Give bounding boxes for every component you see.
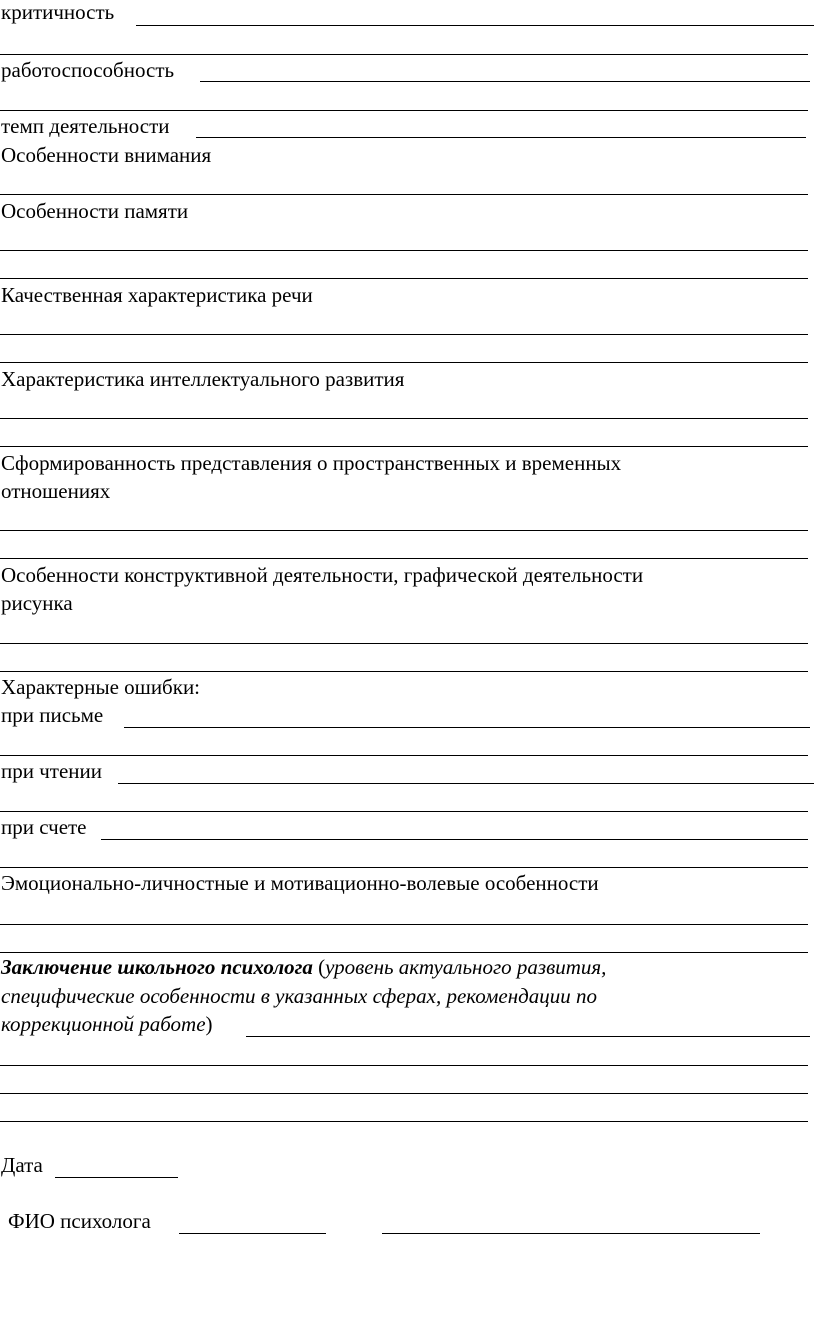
psychologist-label: ФИО психолога xyxy=(8,1209,151,1233)
answer-line[interactable] xyxy=(0,952,808,953)
emotional-label: Эмоционально-личностные и мотивационно-волевые особенности xyxy=(1,871,599,895)
answer-line[interactable] xyxy=(0,334,808,335)
counting-field[interactable] xyxy=(101,839,808,840)
criticality-field[interactable] xyxy=(136,25,814,26)
criticality-label: критичность xyxy=(1,0,115,24)
answer-line[interactable] xyxy=(0,811,808,812)
answer-line[interactable] xyxy=(0,110,808,111)
answer-line[interactable] xyxy=(0,1065,808,1066)
answer-line[interactable] xyxy=(0,558,808,559)
answer-line[interactable] xyxy=(0,362,808,363)
typical-errors-label: Характерные ошибки: xyxy=(1,675,201,699)
writing-label: при письме xyxy=(1,703,104,727)
answer-line[interactable] xyxy=(0,250,808,251)
counting-label: при счете xyxy=(1,815,87,839)
workability-label: работоспособность xyxy=(1,58,175,82)
answer-line[interactable] xyxy=(0,924,808,925)
psychologist-signature-field[interactable] xyxy=(382,1233,760,1234)
answer-line[interactable] xyxy=(0,671,808,672)
memory-label: Особенности памяти xyxy=(1,199,189,223)
conclusion-line1 xyxy=(1,957,606,978)
constructive-label-line1: Особенности конструктивной деятельности, графической деятельности xyxy=(1,563,644,587)
answer-line[interactable] xyxy=(0,643,808,644)
conclusion-note-line2: специфические особенности в указанных сферах, рекомендации по xyxy=(1,984,598,1008)
conclusion-line3 xyxy=(1,1014,213,1035)
spatial-label-line2: отношениях xyxy=(1,479,111,503)
writing-field[interactable] xyxy=(124,727,810,728)
psychologist-name-field[interactable] xyxy=(179,1233,326,1234)
constructive-label-line2: рисунка xyxy=(1,591,73,615)
workability-field[interactable] xyxy=(200,81,810,82)
spatial-label-line1: Сформированность представления о пространственных и временных xyxy=(1,451,622,475)
speech-label: Качественная характеристика речи xyxy=(1,283,313,307)
activity-pace-field[interactable] xyxy=(196,137,806,138)
answer-line[interactable] xyxy=(0,755,808,756)
conclusion-note-line3: коррекционной работе xyxy=(1,1012,206,1036)
answer-line[interactable] xyxy=(0,54,808,55)
answer-line[interactable] xyxy=(0,1121,808,1122)
reading-field[interactable] xyxy=(118,783,814,784)
answer-line[interactable] xyxy=(0,278,808,279)
answer-line[interactable] xyxy=(0,418,808,419)
conclusion-note-line1: уровень актуального развития, xyxy=(325,955,607,979)
reading-label: при чтении xyxy=(1,759,103,783)
answer-line[interactable] xyxy=(0,194,808,195)
conclusion-open-paren: ( xyxy=(312,955,326,979)
conclusion-close-paren: ) xyxy=(205,1012,213,1036)
answer-line[interactable] xyxy=(0,446,808,447)
conclusion-title: Заключение школьного психолога xyxy=(1,955,313,979)
intellect-label: Характеристика интеллектуального развития xyxy=(1,367,405,391)
date-field[interactable] xyxy=(55,1177,178,1178)
answer-line[interactable] xyxy=(0,1093,808,1094)
conclusion-field[interactable] xyxy=(246,1036,810,1037)
activity-pace-label: темп деятельности xyxy=(1,114,170,138)
answer-line[interactable] xyxy=(0,867,808,868)
attention-label: Особенности внимания xyxy=(1,143,212,167)
date-label: Дата xyxy=(1,1153,43,1177)
answer-line[interactable] xyxy=(0,530,808,531)
